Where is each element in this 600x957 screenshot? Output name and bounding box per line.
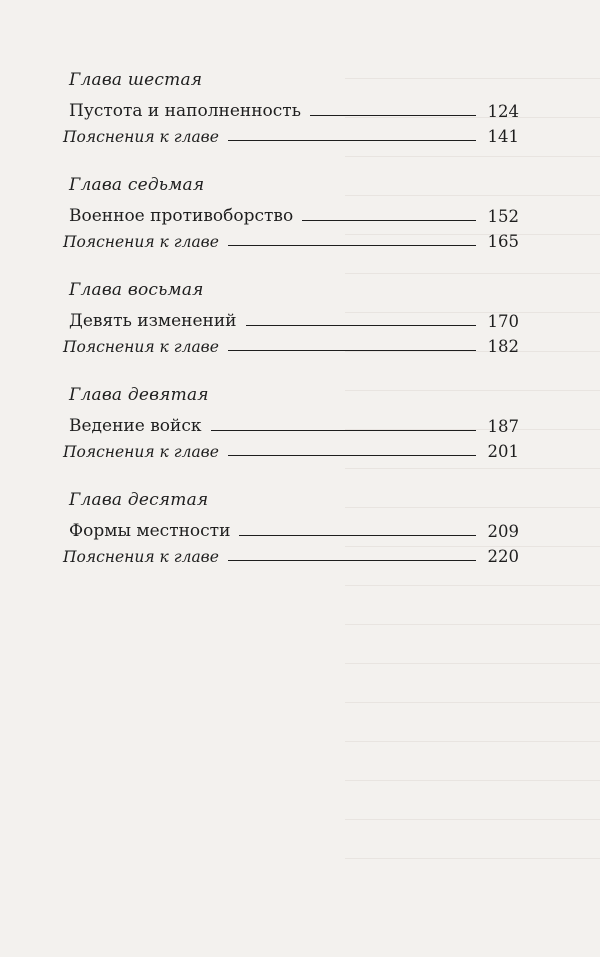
page-number: 182 — [487, 337, 519, 356]
toc-note-entry — [63, 121, 519, 146]
toc-section-10 — [63, 490, 519, 566]
page-number: 141 — [487, 127, 519, 146]
page-number: 170 — [487, 312, 519, 331]
leader-line — [228, 350, 476, 351]
note-title: Пояснения к главе — [63, 338, 219, 356]
toc-note-entry — [63, 226, 519, 251]
toc-section-8 — [63, 280, 519, 356]
table-of-contents — [63, 70, 519, 595]
leader-line — [228, 560, 476, 561]
leader-line — [228, 140, 476, 141]
toc-entry — [63, 306, 519, 331]
leader-line — [211, 430, 477, 431]
entry-title: Ведение войск — [69, 416, 202, 436]
entry-title: Формы местности — [69, 521, 231, 541]
toc-entry — [63, 411, 519, 436]
toc-note-entry — [63, 541, 519, 566]
page-number: 209 — [487, 522, 519, 541]
note-title: Пояснения к главе — [63, 548, 219, 566]
toc-section-7 — [63, 175, 519, 251]
chapter-heading: Глава восьмая — [69, 280, 204, 300]
page-number: 124 — [487, 102, 519, 121]
toc-note-entry — [63, 331, 519, 356]
leader-line — [246, 325, 476, 326]
toc-section-6 — [63, 70, 519, 146]
page-number: 220 — [487, 547, 519, 566]
toc-entry — [63, 201, 519, 226]
leader-line — [310, 115, 476, 116]
entry-title: Военное противоборство — [69, 206, 294, 226]
note-title: Пояснения к главе — [63, 128, 219, 146]
note-title: Пояснения к главе — [63, 233, 219, 251]
chapter-heading: Глава седьмая — [69, 175, 205, 195]
chapter-heading: Глава шестая — [69, 70, 203, 90]
leader-line — [239, 535, 476, 536]
chapter-heading: Глава десятая — [69, 490, 209, 510]
toc-entry — [63, 96, 519, 121]
toc-entry — [63, 516, 519, 541]
chapter-heading: Глава девятая — [69, 385, 209, 405]
entry-title: Девять изменений — [69, 311, 237, 331]
note-title: Пояснения к главе — [63, 443, 219, 461]
leader-line — [302, 220, 476, 221]
leader-line — [228, 245, 476, 246]
leader-line — [228, 455, 476, 456]
page-number: 165 — [487, 232, 519, 251]
page-number: 152 — [487, 207, 519, 226]
entry-title: Пустота и наполненность — [69, 101, 301, 121]
page-number: 187 — [487, 417, 519, 436]
toc-section-9 — [63, 385, 519, 461]
toc-note-entry — [63, 436, 519, 461]
page-number: 201 — [487, 442, 519, 461]
